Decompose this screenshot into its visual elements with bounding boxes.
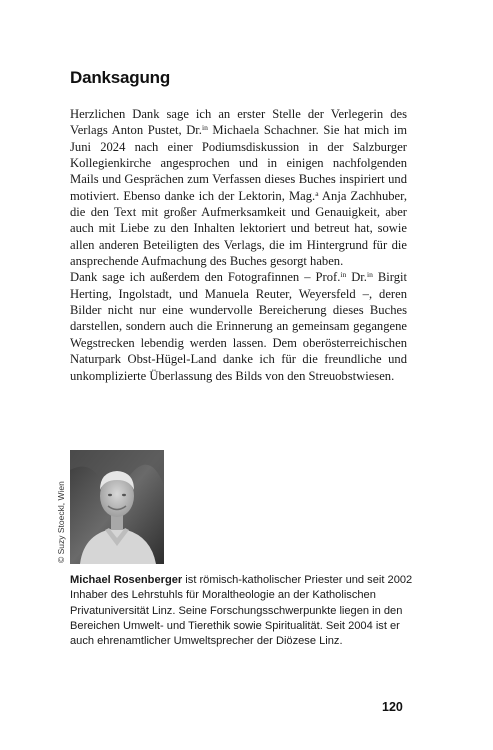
text-run: Birgit Herting, Ingolstadt, und Manuela Reuter, Weyersfeld –, deren Bilder nicht nur eine wundervolle Bereicherung dieses Buches darstellen, sondern auch die Erinnerung an gemeinsam gegangene Wegstrecken lebendig werden lassen. Dem oberösterreichischen Naturpark Obst-Hügel-Land danke ich für die freundliche und unkomplizierte Überlassung des Bilds von den Streuobstwiesen. [70, 270, 408, 383]
page-number: 120 [382, 700, 403, 714]
text-run: Michaela Schachner. Sie hat mich im Juni 2024 nach einer Podiumsdiskussion in der Salzburger Kollegienkirche angesprochen und in einigen nachfolgenden Mails und Gesprächen zum Verfassen dieses Buches inspiriert und motiviert. Ebenso danke ich der Lektorin, Mag. [70, 123, 407, 203]
author-bio-text: ist römisch-katholischer Priester und seit 2002 Inhaber des Lehrstuhls für Moraltheologie an der Katholischen Privatuniversität Linz. Seine Forschungsschwerpunkte liegen in den Bereichen Umwelt- und Tierethik sowie Spiritualität. Seit 2004 ist er auch ehrenamtlicher Umweltsprecher der Diözese Linz. [70, 574, 413, 648]
text-run: Herzlichen Dank sage ich an erster Stelle der Verlegerin des Verlags Anton Pustet, Dr. [70, 107, 407, 138]
superscript-abbrev: a [315, 188, 319, 198]
author-portrait-photo [70, 450, 164, 564]
superscript-abbrev: in [201, 123, 208, 133]
author-bio [70, 573, 415, 649]
acknowledgements-text [70, 106, 407, 384]
text-run: Dr. [346, 270, 367, 285]
photo-credit: © Suzy Stoeckl, Wien [56, 481, 66, 563]
paragraph-publisher [70, 106, 407, 269]
page-heading: Danksagung [70, 68, 171, 87]
superscript-abbrev: in [340, 270, 347, 280]
text-run: Dank sage ich außerdem den Fotografinnen – Prof. [70, 270, 341, 285]
text-run: Anja Zachhuber, die den Text mit großer Aufmerksamkeit und Genauigkeit, aber auch mit Liebe zu den Inhalten lektoriert und betreut hat, sowie allen anderen Beteiligten des Verlags, die im Hintergrund für die ansprechende Aufmachung des Buches gesorgt haben. [70, 188, 407, 269]
paragraph-photographers [70, 269, 407, 383]
author-name: Michael Rosenberger [70, 574, 183, 586]
superscript-abbrev: in [366, 270, 373, 280]
